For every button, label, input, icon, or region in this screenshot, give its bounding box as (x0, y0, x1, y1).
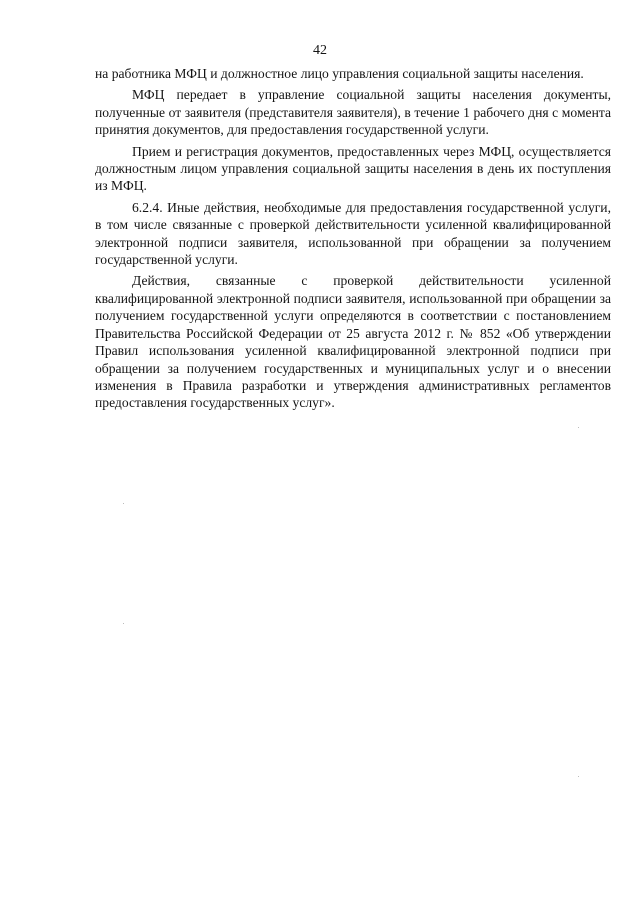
scan-speck (578, 776, 579, 777)
paragraph-section-6-2-4: 6.2.4. Иные действия, необходимые для предоставления государственной услуги, в том числе связанные с проверкой действительности усиленной квалифицированной электронной подписи заявителя, использованной при обращении за получением государственной услуги. (95, 199, 611, 268)
paragraph-reception-registration: Прием и регистрация документов, предоставленных через МФЦ, осуществляется должностным лицом управления социальной защиты населения в день их поступления из МФЦ. (95, 143, 611, 194)
document-body (95, 65, 611, 416)
paragraph-document-transfer: МФЦ передает в управление социальной защиты населения документы, полученные от заявителя (представителя заявителя), в течение 1 рабочего дня с момента принятия документов, для предоставления государственной услуги. (95, 87, 611, 138)
paragraph-signature-verification: Действия, связанные с проверкой действительности усиленной квалифицированной электронной подписи заявителя, использованной при обращении за получением государственной услуги определяются в соответствии с постановлением Правительства Российской Федерации от 25 августа 2012 г. № 852 «Об утверждении Правил использования усиленной квалифицированной электронной подписи при обращении за получением государственных и муниципальных услуг и о внесении изменения в Правила разработки и утверждения административных регламентов предоставления государственных услуг». (95, 273, 611, 411)
scan-speck (123, 503, 124, 504)
page-number: 42 (313, 43, 327, 58)
scan-speck (578, 427, 579, 428)
paragraph-mfc-employee: на работника МФЦ и должностное лицо управления социальной защиты населения. (95, 66, 584, 81)
scan-speck (123, 623, 124, 624)
